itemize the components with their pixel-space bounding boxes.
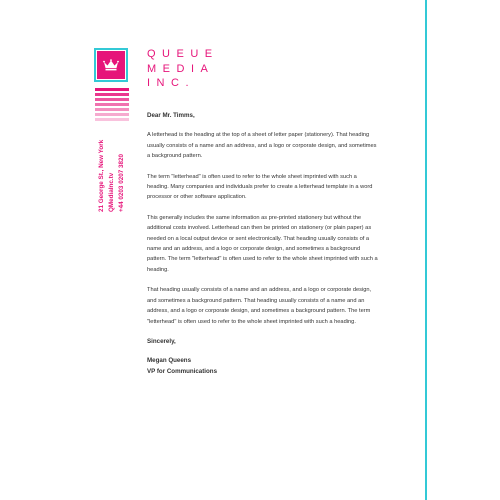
address: 21 George St., New York bbox=[98, 139, 105, 212]
stripe bbox=[95, 108, 129, 111]
crown-icon bbox=[103, 59, 119, 71]
stripe bbox=[95, 98, 129, 101]
stripe bbox=[95, 103, 129, 106]
company-name bbox=[147, 47, 219, 91]
stripe bbox=[95, 113, 129, 116]
signer-name: Megan Queens bbox=[147, 357, 192, 365]
decorative-stripes bbox=[95, 88, 129, 123]
paragraph: A letterhead is the heading at the top of a sheet of letter paper (stationery). That heading usually consists of a name and an address, and a logo or corporate design, and sometimes a background pattern. bbox=[147, 132, 377, 160]
paragraph: The term "letterhead" is often used to refer to the whole sheet imprinted with such a heading. Many companies and individuals prefer to create a letterhead template in a word processor or other software application. bbox=[147, 173, 373, 201]
logo-fill bbox=[97, 51, 125, 79]
logo bbox=[94, 48, 128, 82]
letter-body bbox=[147, 111, 379, 377]
company-name-line: QUEUE bbox=[147, 48, 219, 60]
right-margin-rule bbox=[425, 0, 427, 500]
stripe bbox=[95, 88, 129, 91]
greeting: Dear Mr. Timms, bbox=[147, 112, 195, 119]
company-name-line: INC. bbox=[147, 77, 195, 89]
company-name-line: MEDIA bbox=[147, 62, 215, 75]
paragraph: That heading usually consists of a name and an address, and a logo or corporate design, and sometimes a background pattern. That heading usually consists of a name and an address, and a logo or corporate design, and sometimes a background pattern. The term "letterhead" is often used to refer to the whole sheet imprinted with such a heading. bbox=[147, 287, 372, 325]
website: QMediaInc.tv bbox=[108, 172, 115, 212]
stripe bbox=[95, 93, 129, 96]
paragraph: This generally includes the same information as pre-printed stationery but without the additional costs involved. Letterhead can then be printed on stationery (or plain paper) as needed on a local output device or sent electronically. That heading usually consists of a name and an address, and a logo or corporate design, and sometimes a background pattern. The term "letterhead" is often used to refer to the whole sheet imprinted with such a heading. bbox=[147, 214, 378, 273]
stripe bbox=[95, 118, 129, 121]
signer-title: VP for Communications bbox=[147, 367, 218, 375]
phone: +44 0203 0207 3820 bbox=[118, 154, 125, 212]
closing: Sincerely, bbox=[147, 337, 176, 345]
